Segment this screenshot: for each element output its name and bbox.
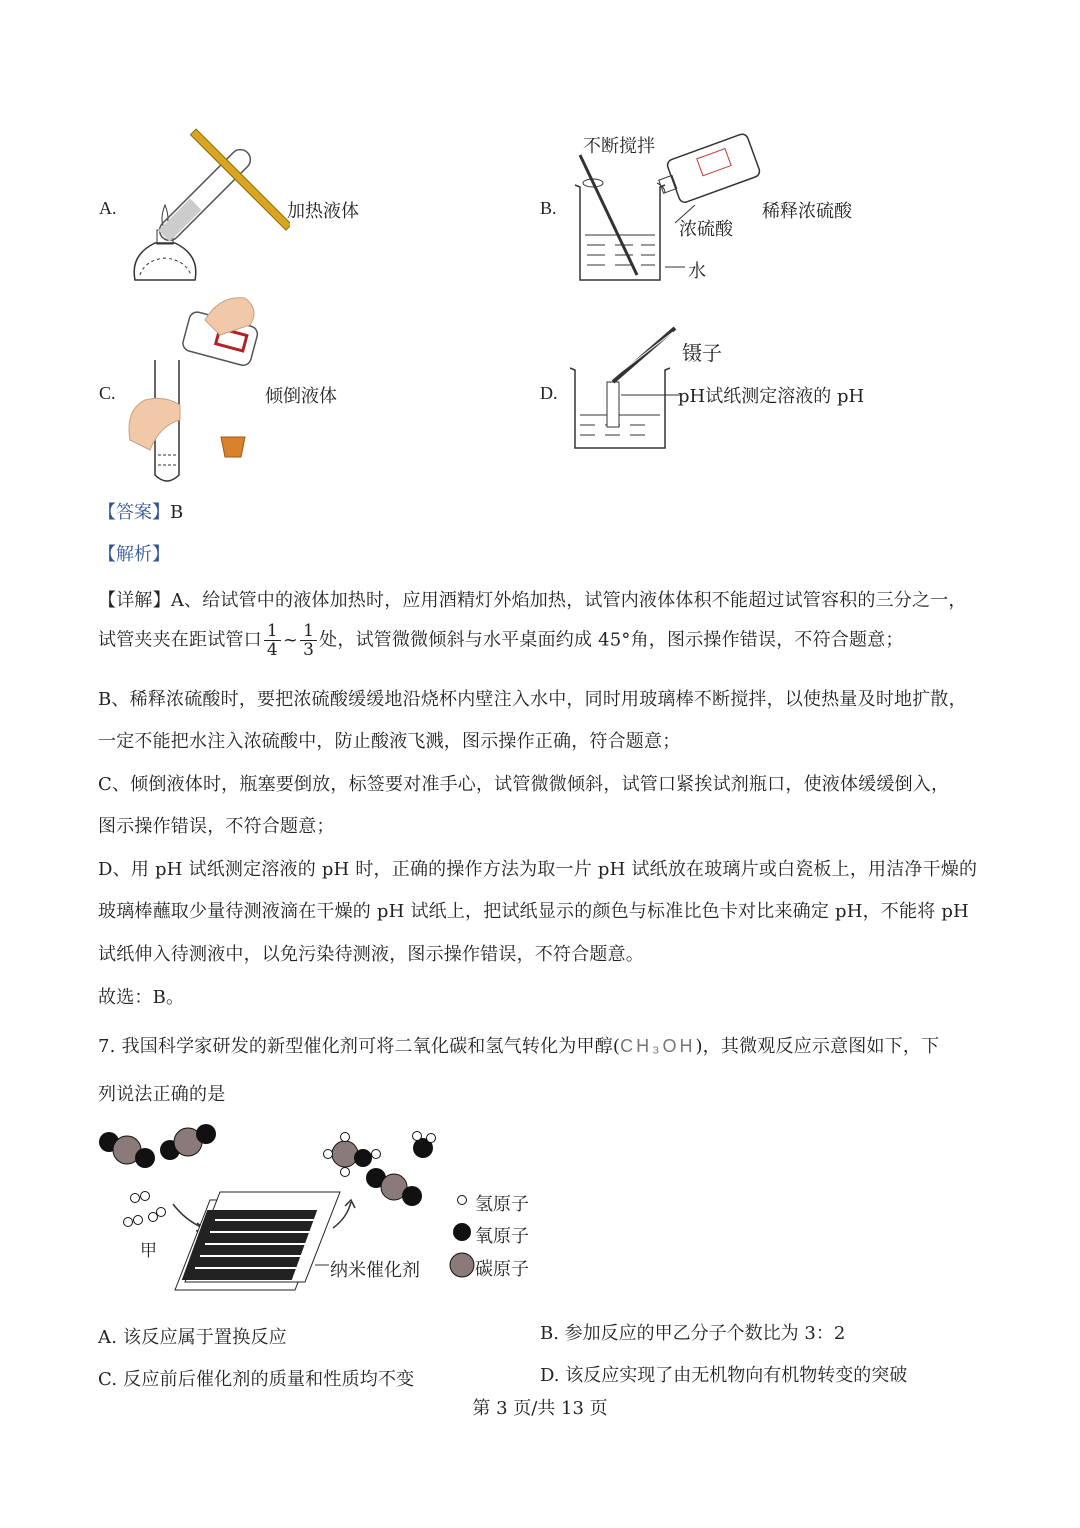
oxygen-legend-icon — [453, 1223, 471, 1241]
q7-option-b: B. 参加反应的甲乙分子个数比为 3：2 — [540, 1323, 846, 1344]
fraction-third-num: 1 — [300, 622, 317, 641]
option-d-letter: D. — [540, 383, 558, 403]
co2-molecule — [99, 1132, 155, 1168]
fraction-third — [300, 622, 317, 659]
answer-line — [98, 502, 183, 524]
legend-carbon-label: 碳原子 — [475, 1259, 529, 1280]
option-b-label: 稀释浓硫酸 — [762, 201, 852, 222]
water-molecule — [413, 1132, 436, 1159]
q7-line-2: 列说法正确的是 — [98, 1084, 226, 1105]
legend-hydrogen-label: 氢原子 — [475, 1194, 529, 1215]
analysis-tag: 【解析】 — [98, 544, 170, 565]
option-a-letter: A. — [99, 198, 117, 218]
q7-line-1 — [98, 1032, 939, 1058]
detail-line-8: 玻璃棒蘸取少量待测液滴在干燥的 pH 试纸上，把试纸显示的颜色与标准比色卡对比来确定 pH，不能将 pH — [98, 901, 969, 922]
fraction-quarter-num: 1 — [264, 622, 281, 641]
heating-liquid-illustration — [125, 125, 290, 290]
tilde: ~ — [282, 629, 299, 651]
detail-line-4: 一定不能把水注入浓硫酸中，防止酸液飞溅，图示操作正确，符合题意； — [98, 731, 681, 752]
carbon-legend-icon — [450, 1253, 474, 1277]
detail-line-7: D、用 pH 试纸测定溶液的 pH 时，正确的操作方法为取一片 pH 试纸放在玻璃片或白瓷板上，用洁净干燥的 — [98, 859, 978, 880]
q7-option-d: D. 该反应实现了由无机物向有机物转变的突破 — [540, 1365, 908, 1386]
option-c-label: 倾倒液体 — [265, 386, 337, 407]
detail-text-1: A、给试管中的液体加热时，应用酒精灯外焰加热，试管内液体体积不能超过试管容积的三分之一， — [170, 590, 967, 611]
fraction-third-den: 3 — [303, 640, 315, 660]
stopper-icon — [218, 433, 248, 461]
detail-line-2 — [98, 622, 904, 659]
option-c-letter: C. — [99, 383, 116, 403]
co2-molecule — [160, 1124, 216, 1160]
co2-molecule — [366, 1168, 422, 1206]
page-footer: 第 3 页/共 13 页 — [472, 1398, 608, 1419]
q7-option-a: A. 该反应属于置换反应 — [98, 1327, 287, 1348]
detail-line-9: 试纸伸入待测液中，以免污染待测液，图示操作错误，不符合题意。 — [98, 944, 644, 965]
water-label: 水 — [688, 261, 706, 282]
detail-line-1 — [98, 586, 967, 612]
detail-tag: 【详解】 — [98, 590, 171, 611]
detail-line-5: C、倾倒液体时，瓶塞要倒放，标签要对准手心，试管微微倾斜，试管口紧挨试剂瓶口，使液体缓缓倒入， — [98, 774, 950, 795]
q7-formula: CH₃OH — [620, 1036, 696, 1056]
option-a-label: 加热液体 — [287, 201, 359, 222]
detail-text-2-pre: 试管夹夹在距试管口 — [98, 629, 262, 651]
conclusion-line: 故选：B。 — [98, 987, 185, 1008]
stir-label: 不断搅拌 — [583, 136, 655, 157]
fraction-quarter-den: 4 — [266, 640, 278, 660]
detail-line-3: B、稀释浓硫酸时，要把浓硫酸缓缓地沿烧杯内壁注入水中，同时用玻璃棒不断搅拌，以使热量及时地扩散， — [98, 689, 967, 710]
answer-tag: 【答案】 — [98, 502, 170, 523]
hydrogen-legend-icon — [458, 1196, 467, 1205]
q7-text-post: )，其微观反应示意图如下，下 — [695, 1036, 940, 1057]
legend-oxygen-label: 氧原子 — [475, 1226, 529, 1247]
option-b-letter: B. — [540, 198, 557, 218]
detail-line-6: 图示操作错误，不符合题意； — [98, 816, 335, 837]
q7-text-pre: 7. 我国科学家研发的新型催化剂可将二氧化碳和氢气转化为甲醇( — [98, 1036, 621, 1057]
ph-paper-illustration — [565, 320, 685, 455]
jia-label: 甲 — [140, 1241, 157, 1261]
answer-value: B — [170, 502, 184, 523]
q7-option-c: C. 反应前后催化剂的质量和性质均不变 — [98, 1369, 415, 1390]
detail-text-2-post: 处，试管微微倾斜与水平桌面约成 45°角，图示操作错误，不符合题意； — [319, 629, 904, 651]
option-d-label: pH试纸测定溶液的 pH — [678, 386, 865, 407]
fraction-quarter — [264, 622, 281, 659]
acid-label: 浓硫酸 — [679, 219, 733, 240]
tweezers-label: 镊子 — [682, 341, 722, 365]
catalyst-label: 纳米催化剂 — [330, 1260, 420, 1281]
